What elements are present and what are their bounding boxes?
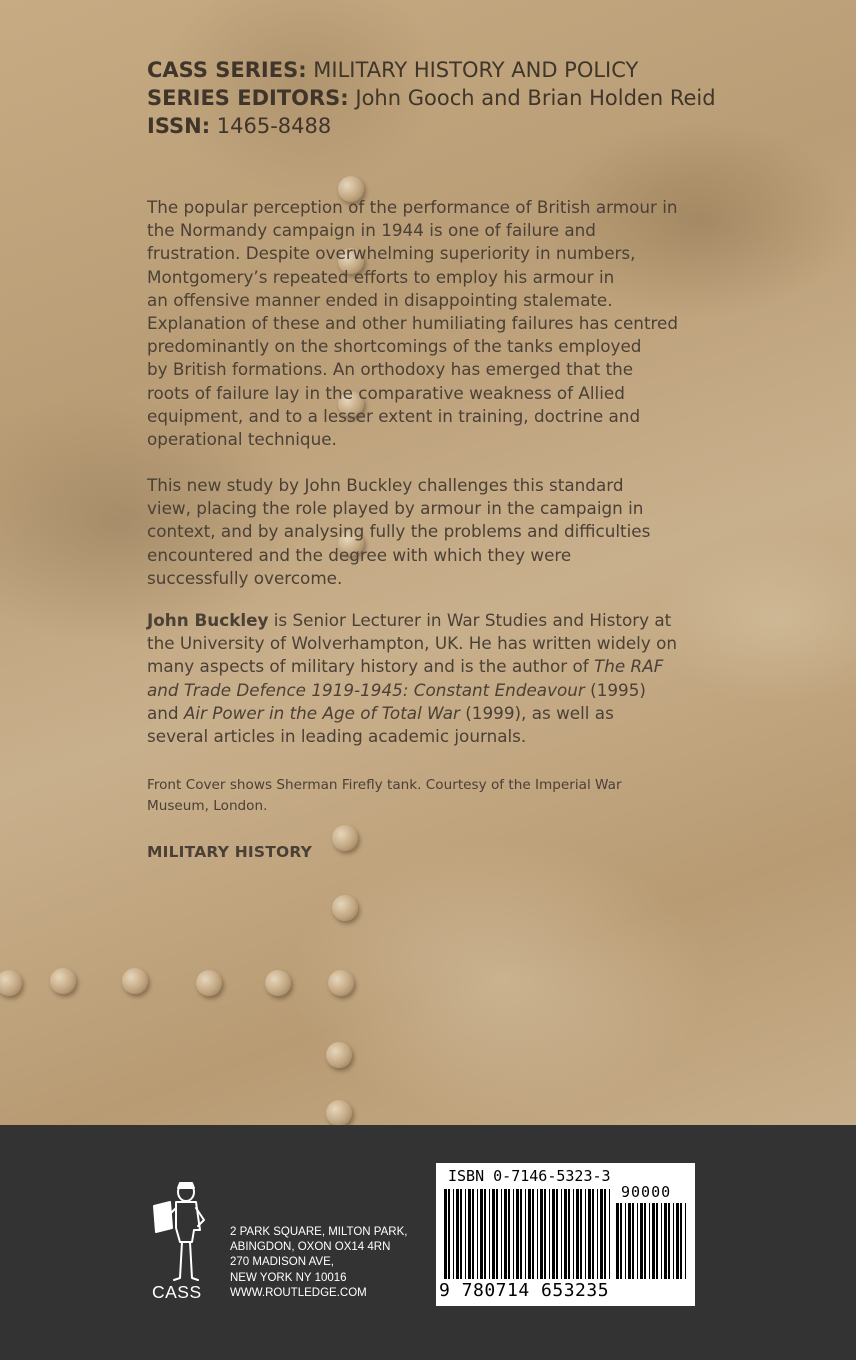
barcode-bar [492, 1189, 495, 1279]
barcode-bar [448, 1189, 450, 1279]
text-line [147, 655, 703, 678]
barcode-bar [609, 1189, 610, 1279]
barcode-bar [528, 1189, 531, 1279]
barcode-bar [489, 1189, 490, 1279]
barcode-bar [465, 1189, 466, 1279]
barcode-bar [604, 1189, 606, 1279]
barcode-bar [656, 1203, 658, 1279]
editors-label: SERIES EDITORS: [147, 86, 349, 110]
barcode-bar [632, 1203, 634, 1279]
text-line: Explanation of these and other humiliating failures has centred [147, 313, 679, 334]
text-line: the Normandy campaign in 1944 is one of failure and [147, 220, 596, 241]
text-span: many aspects of military history and is the author of [147, 656, 595, 677]
barcode-bar [496, 1189, 498, 1279]
barcode-bar [580, 1189, 582, 1279]
address-line: 270 MADISON AVE, [230, 1256, 334, 1269]
barcode-bar [576, 1189, 579, 1279]
text-line: The popular perception of the performance of British armour in [147, 197, 678, 217]
blurb-paragraph-1 [147, 196, 703, 451]
text-line: predominantly on the shortcomings of the tanks employed [147, 336, 642, 357]
text-line [147, 702, 703, 725]
blurb-paragraph-2 [147, 474, 703, 590]
publisher-address [230, 1225, 407, 1301]
series-line [147, 56, 707, 84]
rivet [265, 970, 291, 996]
barcode-bar [468, 1189, 471, 1279]
author-name: John Buckley [147, 610, 269, 630]
cover-credit [147, 775, 667, 817]
text-line: Montgomery’s repeated efforts to employ his armour in [147, 266, 615, 287]
barcode-bar [652, 1203, 655, 1279]
issn-value: 1465-8488 [216, 114, 332, 138]
issn-line [147, 112, 707, 140]
address-line: WWW.ROUTLEDGE.COM [230, 1286, 367, 1299]
barcode-bar [600, 1189, 603, 1279]
text-line: the University of Wolverhampton, UK. He has written widely on [147, 633, 678, 654]
text-span: (1995) [584, 679, 646, 700]
barcode-bar [640, 1203, 643, 1279]
barcode-bar [644, 1203, 646, 1279]
text-line: Front Cover shows Sherman Firefly tank. Courtesy of the Imperial War [147, 777, 622, 793]
price-code: 90000 [621, 1183, 672, 1201]
author-bio [147, 609, 703, 748]
barcode-bar [556, 1189, 558, 1279]
text-line: equipment, and to a lesser extent in training, doctrine and [147, 405, 641, 426]
barcode-bar [484, 1189, 486, 1279]
barcode-bar [680, 1203, 682, 1279]
barcode-bar [676, 1203, 679, 1279]
barcode-bar [444, 1189, 447, 1279]
rivet [50, 968, 76, 994]
text-line: encountered and the degree with which they were [147, 544, 572, 565]
barcode-bar [668, 1203, 670, 1279]
text-line: view, placing the role played by armour in the campaign in [147, 498, 644, 519]
text-line: an offensive manner ended in disappointing stalemate. [147, 289, 613, 310]
barcode-bar [649, 1203, 650, 1279]
text-line: context, and by analysing fully the problems and difficulties [147, 521, 651, 542]
text-span: (1999), as well as [459, 702, 614, 723]
barcode-bar [620, 1203, 622, 1279]
barcode-bar [513, 1189, 514, 1279]
text-line: roots of failure lay in the comparative weakness of Allied [147, 382, 625, 403]
book-title: The RAF [594, 656, 664, 677]
barcode-bar [460, 1189, 462, 1279]
barcode-bar [637, 1203, 638, 1279]
series-value: MILITARY HISTORY AND POLICY [313, 58, 639, 82]
publisher-band [0, 1125, 856, 1360]
barcode-bar [664, 1203, 667, 1279]
text-line: Museum, London. [147, 798, 268, 814]
ean-digits: 9 780714 653235 [439, 1280, 610, 1301]
rivet [328, 970, 354, 996]
barcode-bar [625, 1203, 626, 1279]
rivet [122, 968, 148, 994]
barcode-bar [592, 1189, 594, 1279]
barcode-bar [477, 1189, 478, 1279]
address-line: ABINGDON, OXON OX14 4RN [230, 1241, 391, 1254]
text-line: operational technique. [147, 429, 337, 450]
barcode-bar [525, 1189, 526, 1279]
barcode-bar [508, 1189, 510, 1279]
rivet [196, 970, 222, 996]
text-line [147, 609, 703, 632]
text-line: by British formations. An orthodoxy has emerged that the [147, 359, 634, 380]
barcode-bar [472, 1189, 474, 1279]
rivet [326, 1100, 352, 1125]
barcode-bar [480, 1189, 483, 1279]
barcode-bar [537, 1189, 538, 1279]
barcode-bar [456, 1189, 459, 1279]
barcode-bar [685, 1203, 686, 1279]
book-title: and Trade Defence 1919-1945: Constant Endeavour [147, 679, 585, 700]
barcode-bar [532, 1189, 534, 1279]
barcode-bar [520, 1189, 522, 1279]
book-title: Air Power in the Age of Total War [183, 702, 460, 723]
rivet [332, 825, 358, 851]
address-line: 2 PARK SQUARE, MILTON PARK, [230, 1226, 408, 1238]
barcode-bar [568, 1189, 570, 1279]
barcode-bar [585, 1189, 586, 1279]
series-label: CASS SERIES: [147, 58, 307, 82]
barcode-bar [552, 1189, 555, 1279]
rivet [0, 970, 22, 996]
issn-label: ISSN: [147, 114, 211, 138]
rivet [332, 895, 358, 921]
editors-line [147, 84, 716, 112]
subject-category: MILITARY HISTORY [147, 843, 313, 861]
barcode-panel [436, 1163, 695, 1306]
rivet [326, 1042, 352, 1068]
text-line: This new study by John Buckley challenges this standard [147, 475, 624, 495]
cass-logo-name: CASS [152, 1282, 202, 1302]
text-line [147, 679, 703, 702]
text-line: frustration. Despite overwhelming superiority in numbers, [147, 243, 636, 264]
barcode-bar [597, 1189, 598, 1279]
barcode-bar [501, 1189, 502, 1279]
barcode-bar [516, 1189, 519, 1279]
isbn-number: ISBN 0-7146-5323-3 [448, 1167, 611, 1185]
text-line: several articles in leading academic journals. [147, 726, 527, 747]
barcode-bar [616, 1203, 619, 1279]
series-info [147, 56, 716, 140]
barcode-bar [661, 1203, 662, 1279]
barcode-bar [540, 1189, 543, 1279]
barcode-bar [564, 1189, 567, 1279]
text-span: is Senior Lecturer in War Studies and History at [268, 610, 672, 630]
editors-value: John Gooch and Brian Holden Reid [355, 86, 716, 110]
barcode-bar [628, 1203, 631, 1279]
barcode-bar [549, 1189, 550, 1279]
barcode-bar [588, 1189, 591, 1279]
barcode-bar [573, 1189, 574, 1279]
barcode-bar [561, 1189, 562, 1279]
barcode-bar [453, 1189, 454, 1279]
text-line: successfully overcome. [147, 567, 343, 588]
address-line: NEW YORK NY 10016 [230, 1271, 347, 1284]
barcode-bar [673, 1203, 674, 1279]
barcode-bar [504, 1189, 507, 1279]
text-span: and [147, 702, 184, 723]
barcode-bar [544, 1189, 546, 1279]
